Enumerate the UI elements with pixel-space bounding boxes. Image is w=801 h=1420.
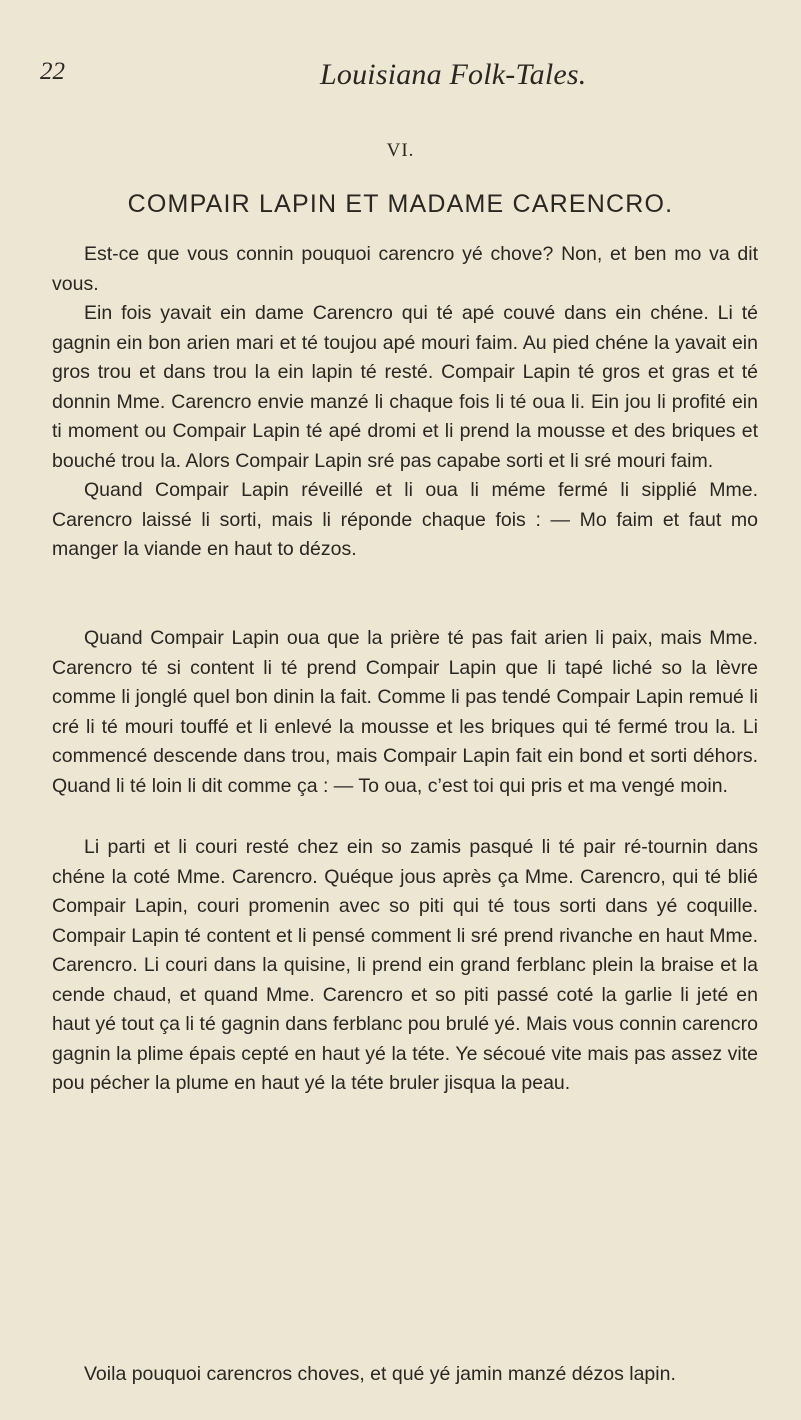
paragraph: Est-ce que vous connin pouquoi carencro yé chove? Non, et ben mo va dit vous. (52, 243, 758, 295)
paragraph: Voila pouquoi carencros choves, et qué yé jamin manzé dézos lapin. (84, 1363, 676, 1385)
running-head (40, 58, 760, 98)
text-block-moral (52, 1360, 758, 1390)
text-block-revenge (52, 833, 758, 1099)
chapter-title: COMPAIR LAPIN ET MADAME CARENCRO. (127, 190, 674, 218)
text-block-escape (52, 624, 758, 801)
paragraph: Ein fois yavait ein dame Carencro qui té apé couvé dans ein chéne. Li té gagnin ein bon arien mari et té toujou apé mouri faim. Au pied chéne la yavait ein gros trou et dans trou la ein lapin té resté. Compair Lapin té gros et gras et té donnin Mme. Carencro envie manzé li chaque fois li té oua li. Ein jou li profité ein ti moment ou Compair Lapin té apé dromi et li prend la mousse et des briques et bouché trou la. Alors Compair Lapin sré pas capabe sorti et li sré mouri faim. (52, 302, 758, 472)
chapter-number: VI. (386, 140, 415, 161)
paragraph: Quand Compair Lapin oua que la prière té pas fait arien li paix, mais Mme. Carencro té si content li té prend Compair Lapin que li tapé liché so la lèvre comme li jonglé quel bon dinin la fait. Comme li pas tendé Compair Lapin remué li cré li té mouri touffé et li enlevé la mousse et les briques qui té fermé trou la. Li commencé descende dans trou, mais Compair Lapin fait ein bond et sorti déhors. Quand li té loin li dit comme ça : — To oua, c’est toi qui pris et ma vengé moin. (52, 627, 758, 797)
page-number: 22 (40, 58, 65, 85)
text-block-opening (52, 240, 758, 565)
book-title: Louisiana Folk-Tales. (320, 58, 587, 91)
paragraph: Li parti et li couri resté chez ein so zamis pasqué li té pair ré-tournin dans chéne la coté Mme. Carencro. Quéque jous après ça Mme. Carencro, qui té blié Compair Lapin, couri promenin avec so piti qui té tous sorti dans yé coquille. Compair Lapin té content et li pensé comment li sré prend rivanche en haut Mme. Carencro. Li couri dans la quisine, li prend ein grand ferblanc plein la braise et la cende chaud, et quand Mme. Carencro et so piti passé coté la garlie li jeté en haut yé tout ça li té gagnin dans ferblanc pou brulé yé. Mais vous connin carencro gagnin la plime épais cepté en haut yé la téte. Ye sécoué vite mais pas assez vite pou pécher la plume en haut yé la téte bruler jisqua la peau. (52, 836, 758, 1094)
paragraph: Quand Compair Lapin réveillé et li oua li méme fermé li sipplié Mme. Carencro laissé li sorti, mais li réponde chaque fois : — Mo faim et faut mo manger la viande en haut to dézos. (52, 479, 758, 560)
